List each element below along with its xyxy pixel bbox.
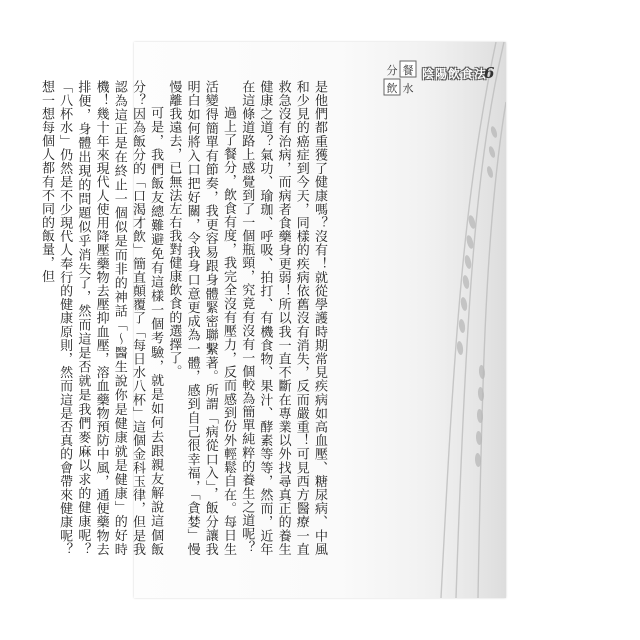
logo-char-4: 水	[402, 82, 414, 95]
logo-char-3: 飲	[386, 82, 398, 95]
paragraph-1: 是他們都重獲了健康嗎？沒有！就從學護時期常見疾病如高血壓、糖尿病、中風和少見的癌症到今天，同樣的疾病依舊沒有消失，反而嚴重！可見西方醫療一直救急沒有治病，而病者食藥身更弱！所以我一直不斷在專業以外找尋真正的養生健康之道？氣功、瑜珈、呼吸、拍打、有機食物、果汁、酵素等等，然而，近年在這條道路上感覺到了一個瓶頸，究竟有沒有一個較為簡單純粹的養生之道呢？	[239, 80, 327, 556]
paragraph-2: 過上了餐分，飲食有度，我完全沒有壓力，反而感到份外輕鬆自在。每日生活變得簡單有節奏，我更容易跟身體緊密聯繫著。所謂「病從口入」，飯分讓我明白如何將入口把好關，令我身口意更成為一體，感到自己很幸福，「貪婪」慢慢離我遠去，已無法左右我對健康飲食的選擇了。	[166, 80, 236, 556]
book-logo-icon	[382, 60, 418, 96]
logo-char-1: 分	[386, 64, 398, 77]
rice-stalk-illustration	[386, 42, 506, 598]
running-header-title: 陰陽飲食法	[422, 67, 488, 81]
body-text	[38, 80, 328, 556]
logo-char-2: 餐	[402, 64, 414, 77]
page-number: 6	[484, 64, 495, 82]
paragraph-3: 可是，我們飯友總難避免有這樣一個考驗，就是如何去跟親友解說這個飯分？因為飯分的「口渴才飲」簡直顛覆了「每日水八杯」這個金科玉律，但是我認為這正是在終止一個似是而非的神話「～醫生說你是健康就是健康」的好時機！幾十年來現代人使用降壓藥物去壓抑血壓，溶血藥物預防中風，通便藥物去排便，身體出現的問題似乎消失了，然而這是否就是我們麥麻以求的健康呢？「八杯水」仍然是不少現代人奉行的健康原則，然而這是否真的會帶來健康呢？想一想每個人都有不同的飯量，但	[38, 80, 164, 556]
